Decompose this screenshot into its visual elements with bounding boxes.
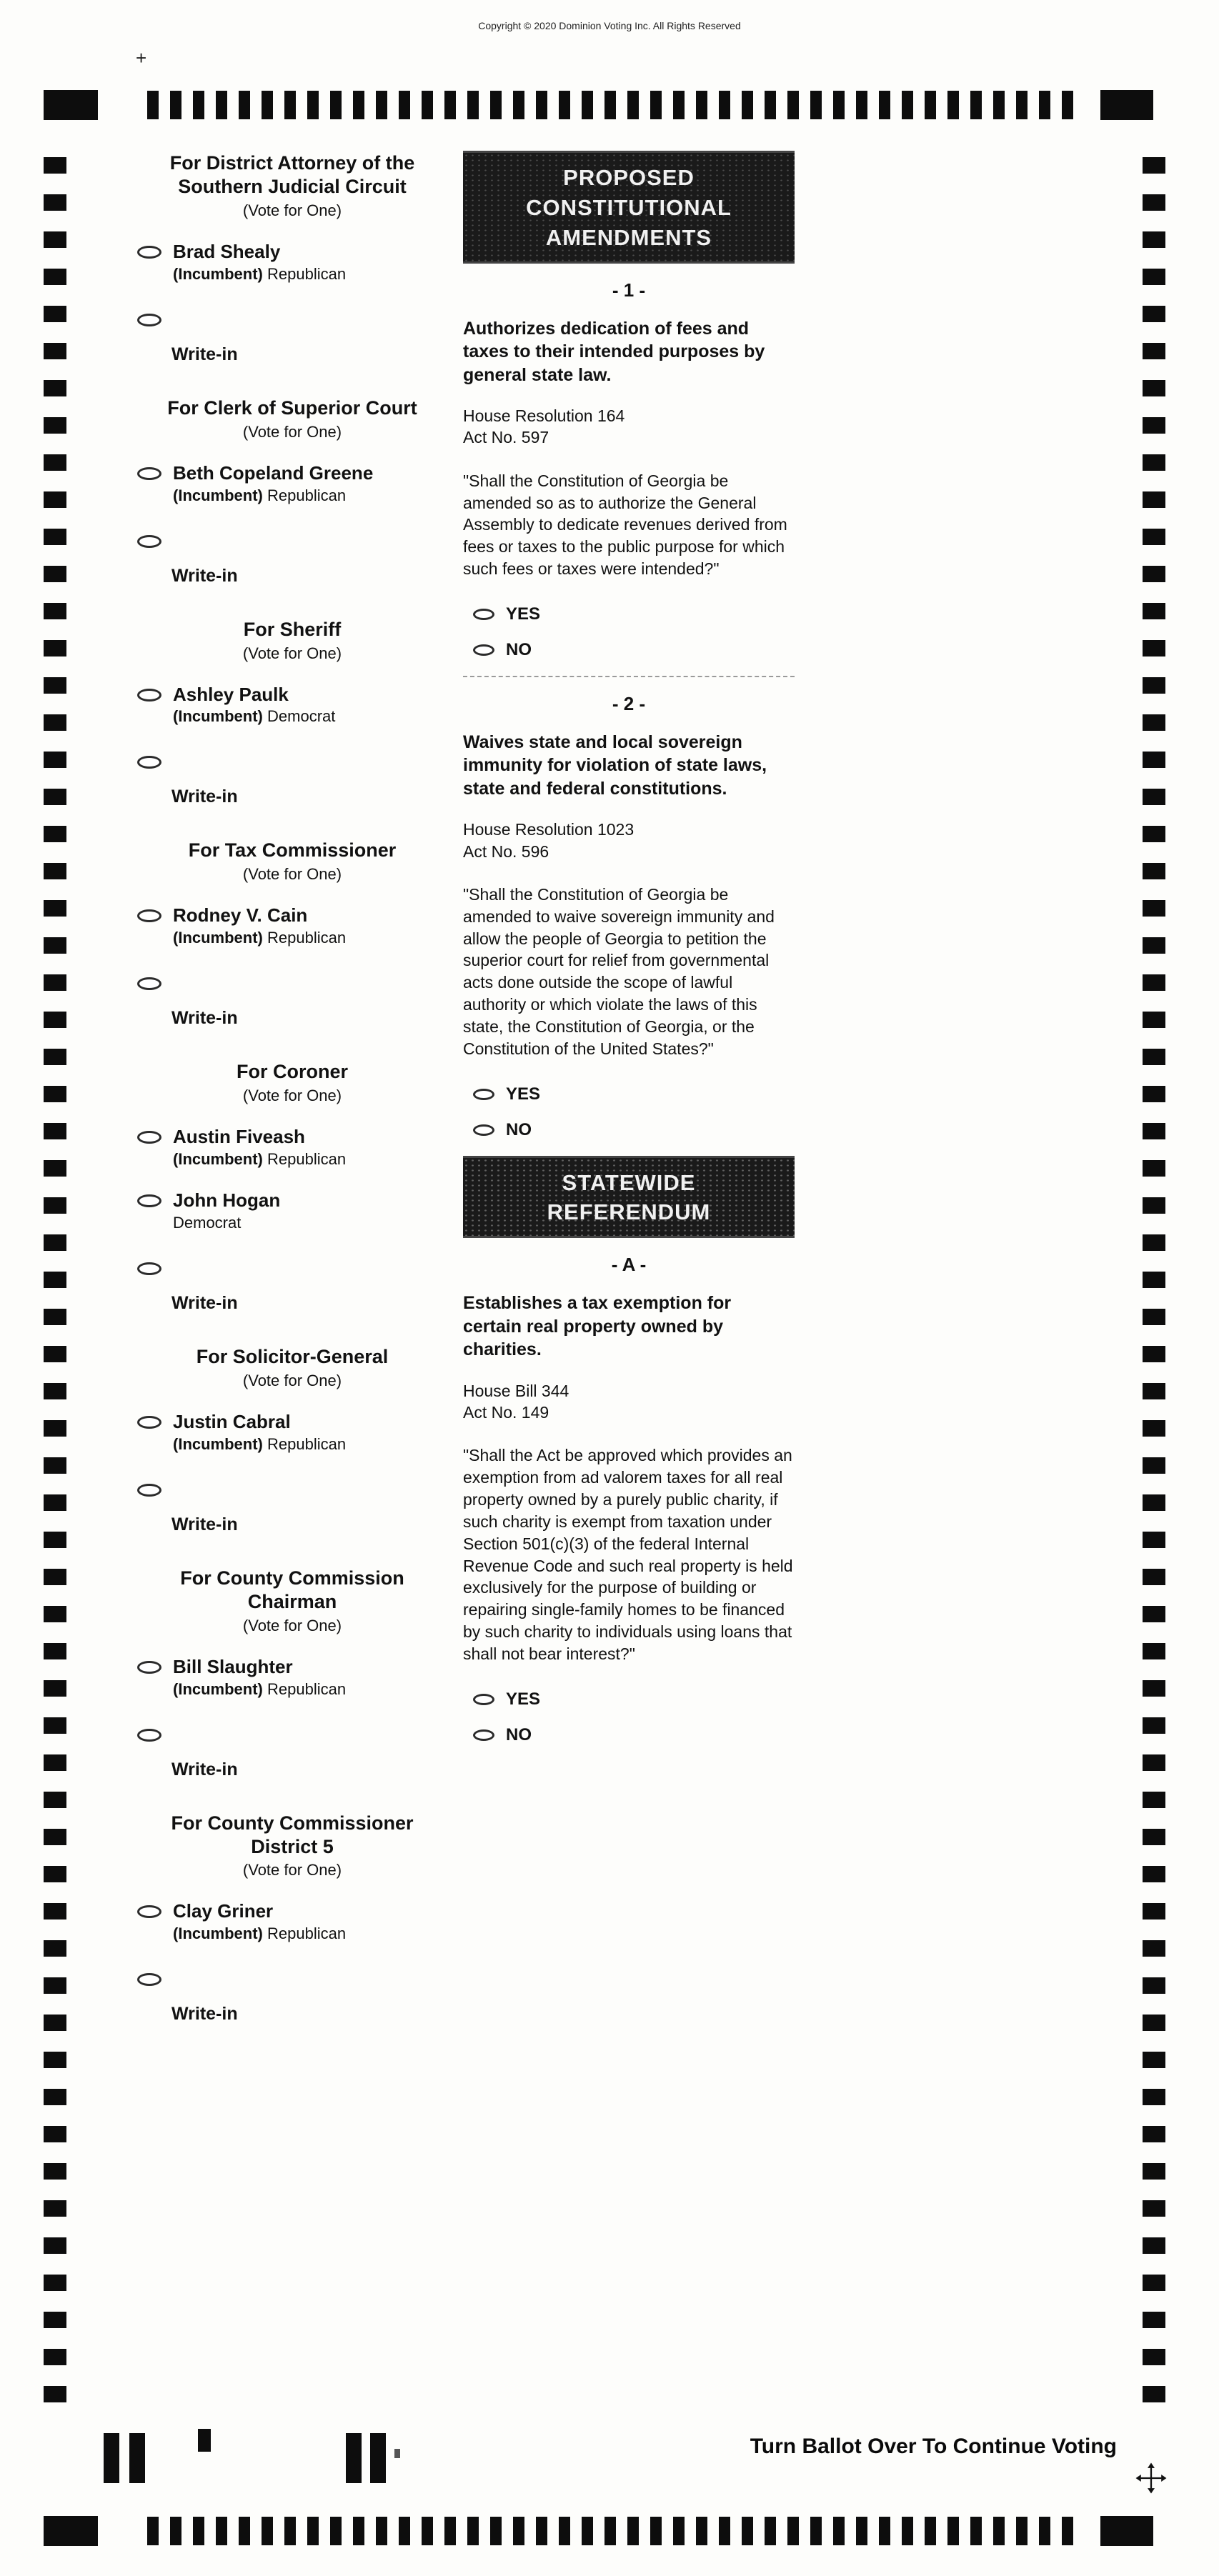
- incumbent-label: (Incumbent): [173, 1150, 263, 1169]
- vote-for-label: (Vote for One): [242, 1616, 342, 1634]
- write-in-row: [137, 1973, 457, 1990]
- contest-title-line2: District 5: [251, 1835, 334, 1857]
- candidate-row: [137, 1127, 457, 1169]
- write-in-oval[interactable]: [137, 535, 161, 548]
- referendum-a: [463, 1254, 795, 1744]
- yes-oval[interactable]: [473, 1089, 494, 1100]
- candidate-oval[interactable]: [137, 1416, 161, 1429]
- contest-county-commissioner-district-5: [127, 1812, 457, 2025]
- yes-row: [473, 1084, 795, 1104]
- contest-solicitor-general: [127, 1345, 457, 1535]
- yes-label: YES: [506, 1084, 541, 1104]
- candidate-text: [173, 1127, 346, 1169]
- contest-title-line2: Chairman: [247, 1590, 337, 1612]
- measure-summary: Waives state and local sovereign immunity for violation of state laws, state and federal constitutions.: [463, 732, 767, 799]
- candidate-text: [173, 241, 346, 284]
- write-in-oval[interactable]: [137, 314, 161, 326]
- vote-for-label: (Vote for One): [242, 422, 342, 441]
- write-in-label: Write-in: [171, 2004, 238, 2025]
- write-in-oval[interactable]: [137, 1729, 161, 1742]
- candidate-oval[interactable]: [137, 246, 161, 259]
- write-in-row: [137, 1262, 457, 1279]
- no-row: [473, 640, 795, 660]
- measure-reference: [463, 819, 795, 862]
- reference-line2: Act No. 597: [463, 428, 549, 447]
- candidate-text: [173, 1412, 346, 1454]
- write-in-oval[interactable]: [137, 977, 161, 990]
- party-label: Republican: [267, 1434, 347, 1453]
- yes-row: [473, 1689, 795, 1709]
- yes-label: YES: [506, 1689, 541, 1709]
- contest-title-line1: For County Commissioner: [171, 1812, 414, 1834]
- candidate-text: [173, 1190, 280, 1232]
- move-cursor-icon: [1135, 2462, 1168, 2495]
- incumbent-label: (Incumbent): [173, 1434, 263, 1453]
- candidate-party: [173, 1680, 346, 1699]
- candidate-name: Brad Shealy: [173, 240, 281, 262]
- no-row: [473, 1725, 795, 1745]
- measure-number: - A -: [611, 1254, 647, 1276]
- party-label: Republican: [267, 1924, 347, 1943]
- contest-title: [127, 839, 457, 862]
- contest-title: [127, 1567, 457, 1614]
- contest-sheriff: [127, 618, 457, 808]
- header-line: PROPOSED: [563, 165, 695, 190]
- write-in-label: Write-in: [171, 1008, 238, 1029]
- measure-question: "Shall the Constitution of Georgia be amended so as to authorize the General Assembly to dedicate revenues derived from fees or taxes to the public purpose for which such fees or taxes were intended?": [463, 471, 787, 578]
- yes-oval[interactable]: [473, 609, 494, 620]
- candidate-text: [173, 1901, 346, 1943]
- contest-title: [127, 1060, 457, 1084]
- timing-block-left: [44, 90, 98, 120]
- header-line: REFERENDUM: [547, 1199, 711, 1225]
- timing-block-right: [1100, 90, 1153, 120]
- measure-summary: Authorizes dedication of fees and taxes to their intended purposes by general state law.: [463, 318, 765, 385]
- candidate-oval[interactable]: [137, 1194, 161, 1207]
- write-in-row: [137, 977, 457, 994]
- no-oval[interactable]: [473, 1124, 494, 1136]
- yes-oval[interactable]: [473, 1694, 494, 1705]
- measure-number: - 1 -: [612, 279, 646, 301]
- contest-title-line1: For Coroner: [236, 1061, 348, 1083]
- contest-district-attorney: [127, 151, 457, 365]
- timing-bars: [147, 91, 1085, 119]
- candidate-row: [137, 1190, 457, 1232]
- candidate-name: Rodney V. Cain: [173, 904, 308, 927]
- reference-line1: House Resolution 1023: [463, 820, 635, 839]
- contest-title: [127, 1345, 457, 1369]
- statewide-referendum-header: [463, 1156, 795, 1239]
- candidate-name: Beth Copeland Greene: [173, 461, 374, 484]
- contest-title-line1: For Tax Commissioner: [188, 839, 397, 862]
- candidate-row: [137, 463, 457, 505]
- write-in-label: Write-in: [171, 344, 238, 364]
- timing-block-right: [1100, 2516, 1153, 2546]
- no-label: NO: [506, 639, 532, 659]
- timing-marks-bottom: [0, 2516, 1219, 2546]
- contest-title-line1: For District Attorney of the: [169, 152, 415, 174]
- party-label: Republican: [267, 1679, 347, 1698]
- contest-title-line1: For Sheriff: [243, 618, 342, 640]
- candidate-party: [173, 265, 346, 284]
- vote-for-label: (Vote for One): [242, 865, 342, 884]
- header-line: AMENDMENTS: [545, 224, 712, 250]
- yes-row: [473, 604, 795, 624]
- footer-calibration-bar: [346, 2433, 362, 2483]
- candidate-name: Clay Griner: [173, 1900, 274, 1922]
- contest-title-line1: For Clerk of Superior Court: [167, 396, 417, 419]
- contest-county-commission-chairman: [127, 1567, 457, 1780]
- candidate-party: [173, 707, 335, 726]
- candidate-text: [173, 905, 346, 947]
- incumbent-label: (Incumbent): [173, 707, 263, 726]
- vote-for-label: (Vote for One): [242, 1861, 342, 1879]
- no-row: [473, 1120, 795, 1140]
- no-oval[interactable]: [473, 1729, 494, 1741]
- write-in-oval[interactable]: [137, 1262, 161, 1275]
- no-label: NO: [506, 1119, 532, 1139]
- reference-line2: Act No. 596: [463, 842, 549, 861]
- candidate-row: [137, 1412, 457, 1454]
- candidate-party: [173, 1924, 346, 1943]
- write-in-row: [137, 756, 457, 772]
- candidate-party: [173, 1214, 280, 1232]
- candidate-row: [137, 1657, 457, 1699]
- timing-marks-left-column: [44, 157, 66, 2415]
- candidate-oval[interactable]: [137, 1905, 161, 1918]
- incumbent-label: (Incumbent): [173, 1924, 263, 1943]
- write-in-row: [137, 1729, 457, 1745]
- write-in-oval[interactable]: [137, 756, 161, 769]
- write-in-label: Write-in: [171, 1292, 238, 1313]
- measure-question: "Shall the Constitution of Georgia be amended to waive sovereign immunity and allow the people of Georgia to petition the superior court for relief from governmental acts done outside the scope of lawful authority or which violate the laws of this state, the Constitution of Georgia, or the Constitution of the United States?": [463, 885, 775, 1058]
- party-label: Democrat: [267, 707, 336, 726]
- write-in-label: Write-in: [171, 1759, 238, 1779]
- write-in-label: Write-in: [171, 1514, 238, 1534]
- timing-marks-right-column: [1143, 157, 1165, 2415]
- header-line: STATEWIDE: [562, 1169, 696, 1195]
- footer-tiny-mark: [394, 2449, 400, 2458]
- vote-for-label: (Vote for One): [242, 644, 342, 662]
- footer-calibration-bar: [370, 2433, 386, 2483]
- contest-title: [127, 396, 457, 420]
- measure-reference: [463, 1380, 795, 1424]
- candidate-name: Bill Slaughter: [173, 1655, 293, 1677]
- candidate-oval[interactable]: [137, 1661, 161, 1674]
- candidate-row: [137, 684, 457, 727]
- party-label: Republican: [267, 929, 347, 947]
- measure-question: "Shall the Act be approved which provides an exemption from ad valorem taxes for all real property owned by a purely public charity, if such charity is exempt from taxation under Section 501(c)(3) of the federal Internal Revenue Code and such real property is held exclusively for the purpose of building or repairing single-family homes to be financed by such charity to individuals using loans that shall not bear interest?": [463, 1446, 793, 1663]
- contest-title-line1: For County Commission: [180, 1567, 404, 1589]
- candidate-row: [137, 241, 457, 284]
- yes-label: YES: [506, 604, 541, 624]
- contest-clerk-superior-court: [127, 396, 457, 586]
- candidate-party: [173, 486, 373, 505]
- write-in-row: [137, 535, 457, 551]
- write-in-oval[interactable]: [137, 1973, 161, 1986]
- write-in-label: Write-in: [171, 565, 238, 586]
- write-in-label: Write-in: [171, 787, 238, 807]
- candidate-text: [173, 463, 373, 505]
- amendment-1: [463, 279, 795, 660]
- incumbent-label: (Incumbent): [173, 264, 263, 283]
- candidate-name: Austin Fiveash: [173, 1126, 305, 1148]
- candidate-oval[interactable]: [137, 1131, 161, 1144]
- contest-title: [127, 151, 457, 199]
- timing-marks-top: [0, 90, 1219, 120]
- contest-coroner: [127, 1060, 457, 1314]
- candidate-row: [137, 1901, 457, 1943]
- measure-reference: [463, 405, 795, 449]
- party-label: Democrat: [173, 1213, 242, 1232]
- candidate-name: Justin Cabral: [173, 1410, 291, 1432]
- amendment-2: [463, 693, 795, 1140]
- measure-number: - 2 -: [612, 692, 646, 714]
- section-divider: [463, 676, 795, 677]
- contests-column: [127, 151, 457, 2056]
- party-label: Republican: [267, 264, 347, 283]
- write-in-row: [137, 1484, 457, 1500]
- measure-summary: Establishes a tax exemption for certain real property owned by charities.: [463, 1293, 732, 1360]
- incumbent-label: (Incumbent): [173, 1679, 263, 1698]
- footer-calibration-bar: [104, 2433, 119, 2483]
- candidate-party: [173, 1435, 346, 1454]
- turn-ballot-instruction: Turn Ballot Over To Continue Voting: [750, 2435, 1117, 2458]
- vote-for-label: (Vote for One): [242, 1087, 342, 1105]
- registration-plus-mark: +: [136, 47, 147, 69]
- candidate-oval[interactable]: [137, 689, 161, 702]
- write-in-oval[interactable]: [137, 1484, 161, 1497]
- candidate-oval[interactable]: [137, 467, 161, 480]
- contest-tax-commissioner: [127, 839, 457, 1029]
- reference-line2: Act No. 149: [463, 1403, 549, 1422]
- contest-title-line2: Southern Judicial Circuit: [178, 175, 407, 197]
- candidate-name: John Hogan: [173, 1189, 281, 1212]
- candidate-name: Ashley Paulk: [173, 683, 289, 705]
- incumbent-label: (Incumbent): [173, 486, 263, 504]
- party-label: Republican: [267, 1150, 347, 1169]
- candidate-text: [173, 684, 335, 727]
- candidate-text: [173, 1657, 346, 1699]
- measures-column: [463, 151, 795, 1761]
- candidate-row: [137, 905, 457, 947]
- footer-calibration-bar: [198, 2429, 211, 2452]
- incumbent-label: (Incumbent): [173, 929, 263, 947]
- candidate-oval[interactable]: [137, 909, 161, 922]
- no-oval[interactable]: [473, 644, 494, 656]
- party-label: Republican: [267, 486, 347, 504]
- timing-block-left: [44, 2516, 98, 2546]
- vote-for-label: (Vote for One): [242, 201, 342, 219]
- contest-title: [127, 618, 457, 641]
- copyright-notice: Copyright © 2020 Dominion Voting Inc. All Rights Reserved: [478, 20, 741, 31]
- candidate-party: [173, 1150, 346, 1169]
- contest-title: [127, 1812, 457, 1859]
- proposed-constitutional-amendments-header: [463, 151, 795, 264]
- timing-bars: [147, 2517, 1085, 2545]
- footer-calibration-bar: [129, 2433, 145, 2483]
- no-label: NO: [506, 1724, 532, 1744]
- candidate-party: [173, 929, 346, 947]
- contest-title-line1: For Solicitor-General: [196, 1345, 389, 1367]
- vote-for-label: (Vote for One): [242, 1371, 342, 1389]
- write-in-row: [137, 314, 457, 330]
- reference-line1: House Resolution 164: [463, 406, 625, 426]
- header-line: CONSTITUTIONAL: [526, 194, 732, 220]
- reference-line1: House Bill 344: [463, 1381, 569, 1400]
